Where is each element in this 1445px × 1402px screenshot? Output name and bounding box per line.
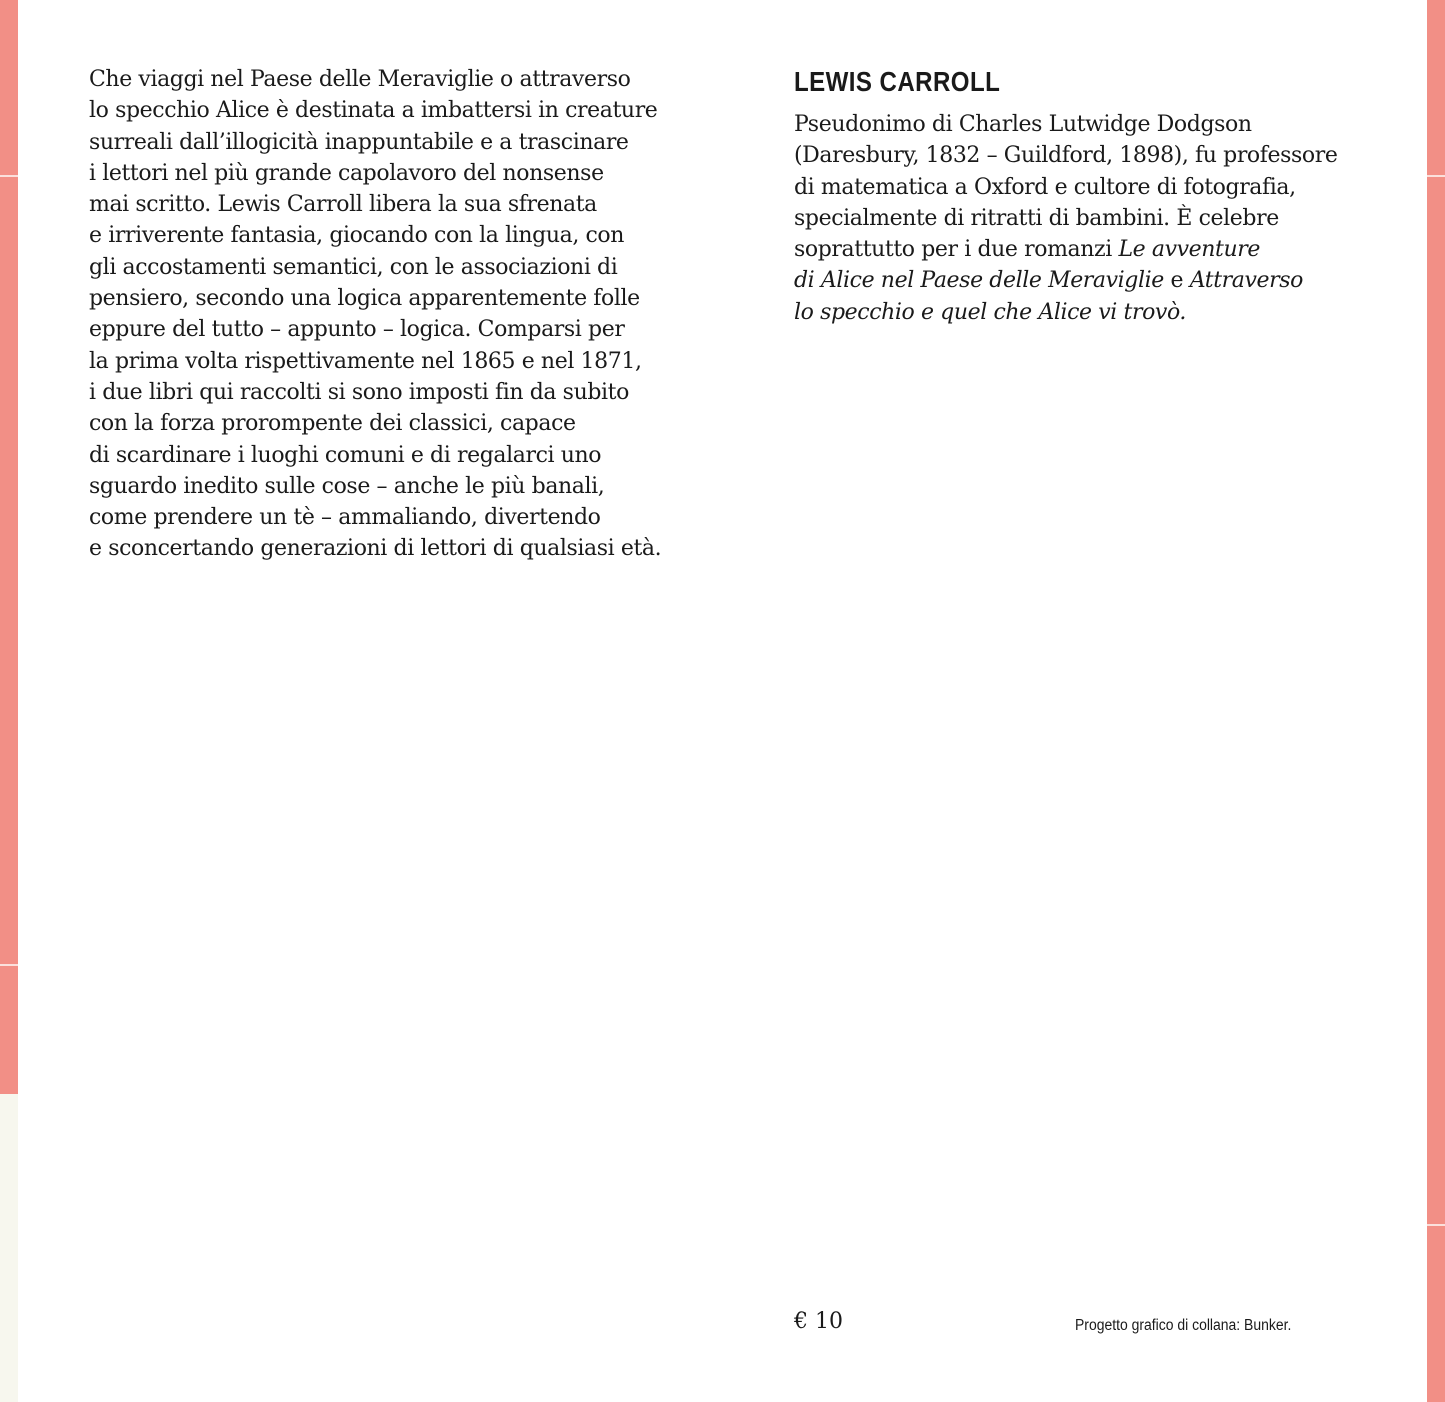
author-bio-line	[794, 297, 1394, 328]
left-edge-pink-top	[0, 0, 18, 175]
book-title-italic: Le avventure	[1118, 237, 1260, 263]
author-name: LEWIS CARROLL	[794, 66, 1001, 97]
left-edge-cream	[0, 1094, 18, 1402]
author-bio-line: specialmente di ritratti di bambini. È celebre	[794, 205, 1279, 231]
author-bio-text: soprattutto per i due romanzi	[794, 237, 1119, 263]
blurb-line: e irriverente fantasia, giocando con la lingua, con	[89, 223, 625, 249]
blurb-line: pensiero, secondo una logica apparentemente folle	[89, 286, 640, 312]
blurb-line: Che viaggi nel Paese delle Meraviglie o attraverso	[89, 67, 631, 92]
book-title-italic: Attraverso	[1189, 268, 1304, 294]
left-edge-pink-bottom	[0, 966, 18, 1094]
blurb-line: con la forza prorompente dei classici, capace	[89, 411, 576, 437]
author-bio-line	[794, 265, 1394, 296]
right-edge-pink-top	[1427, 0, 1445, 175]
blurb-line: e sconcertando generazioni di lettori di qualsiasi età.	[89, 536, 662, 562]
right-edge-pink-bottom	[1427, 1226, 1445, 1402]
book-blurb	[89, 64, 679, 565]
blurb-line: sguardo inedito sulle cose – anche le più banali,	[89, 473, 605, 499]
blurb-line: i due libri qui raccolti si sono imposti fin da subito	[89, 379, 629, 405]
blurb-line: eppure del tutto – appunto – logica. Comparsi per	[89, 317, 625, 343]
blurb-line: surreali dall’illogicità inappuntabile e a trascinare	[89, 129, 629, 155]
blurb-line: i lettori nel più grande capolavoro del nonsense	[89, 160, 604, 186]
blurb-line: di scardinare i luoghi comuni e di regalarci uno	[89, 442, 602, 468]
design-credits: Progetto grafico di collana: Bunker.	[1075, 1317, 1292, 1334]
blurb-line: mai scritto. Lewis Carroll libera la sua sfrenata	[89, 192, 597, 218]
author-bio-line	[794, 234, 1394, 265]
author-bio-line: Pseudonimo di Charles Lutwidge Dodgson	[794, 112, 1252, 137]
author-bio-line: di matematica a Oxford e cultore di fotografia,	[794, 174, 1296, 200]
blurb-line: gli accostamenti semantici, con le associazioni di	[89, 254, 618, 280]
blurb-line: lo specchio Alice è destinata a imbattersi in creature	[89, 98, 658, 124]
book-title-italic: di Alice nel Paese delle Meraviglie	[794, 268, 1164, 294]
blurb-line: la prima volta rispettivamente nel 1865 e nel 1871,	[89, 348, 642, 374]
author-bio-line: (Daresbury, 1832 – Guildford, 1898), fu professore	[794, 143, 1338, 169]
author-bio-text: e	[1163, 268, 1190, 294]
right-edge-pink-middle	[1427, 177, 1445, 1224]
left-edge-strip	[0, 0, 18, 1402]
author-bio	[794, 109, 1394, 328]
left-edge-pink-middle	[0, 177, 18, 964]
right-edge-strip	[1427, 0, 1445, 1402]
blurb-line: come prendere un tè – ammaliando, divertendo	[89, 505, 601, 531]
book-title-italic: lo specchio e quel che Alice vi trovò.	[794, 299, 1187, 325]
price-label: € 10	[794, 1309, 843, 1334]
